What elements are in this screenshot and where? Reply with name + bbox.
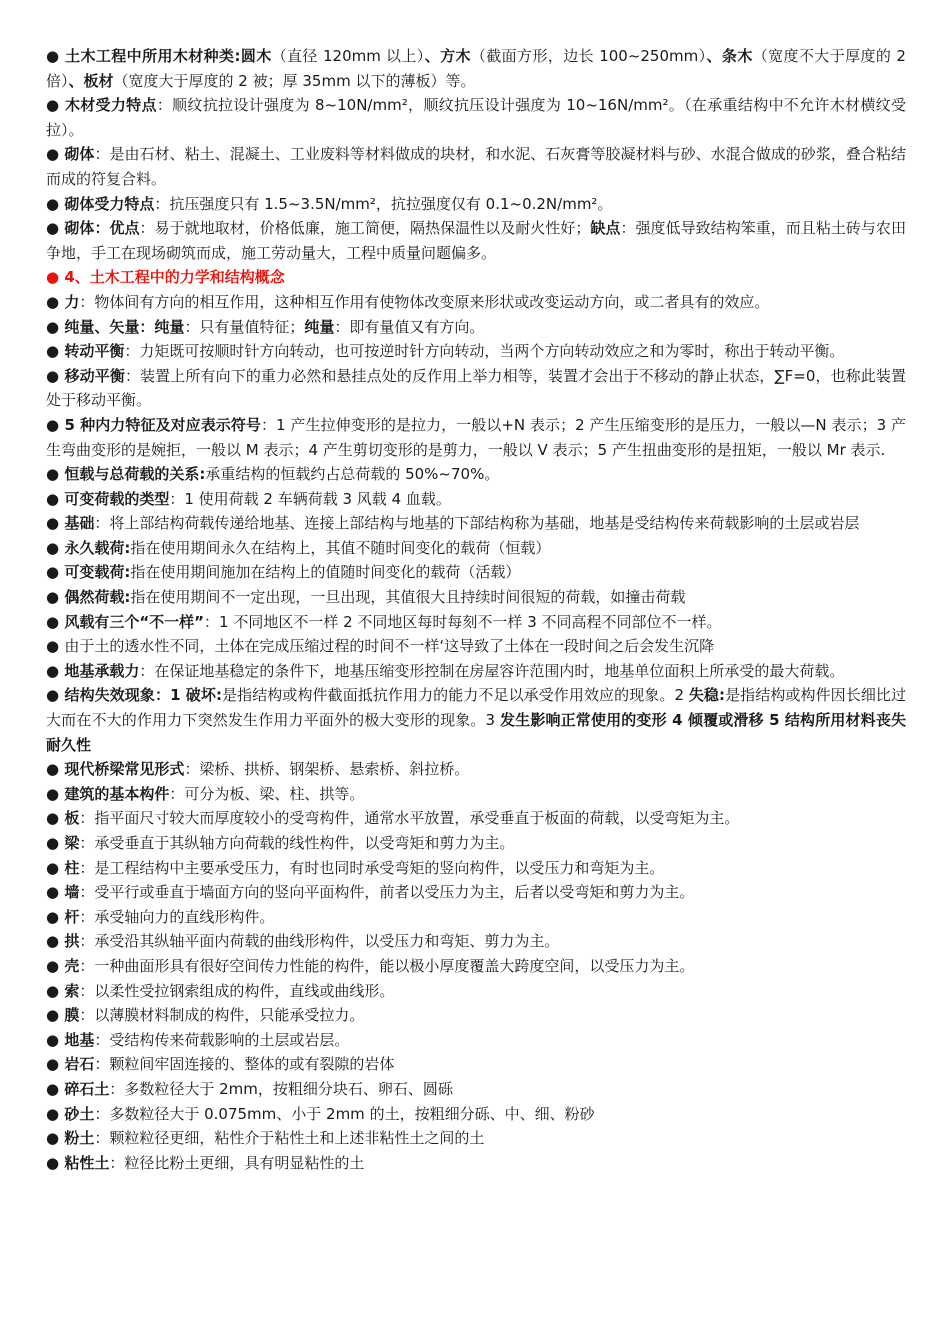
paragraph-text: ：强度低导致结构笨重，而且粘土砖与农田争地，手工在现场砌筑而成，施工劳动量大，工程中质量问题偏多。 bbox=[46, 219, 906, 262]
bullet-dot-icon: ● bbox=[46, 1006, 65, 1025]
paragraph-text: 指在使用期间施加在结构上的值随时间变化的载荷（活载） bbox=[130, 563, 521, 582]
paragraph-text: ：颗粒间牢固连接的、整体的或有裂隙的岩体 bbox=[94, 1055, 395, 1074]
bullet-dot-icon: ● bbox=[46, 219, 65, 238]
bullet-paragraph bbox=[46, 1052, 906, 1077]
paragraph-text: ：指平面尺寸较大而厚度较小的受弯构件，通常水平放置，承受垂直于板面的荷载，以受弯矩为主。 bbox=[79, 809, 740, 828]
bold-term: 移动平衡 bbox=[64, 366, 125, 385]
paragraph-text: ：粒径比粉土更细，具有明显粘性的土 bbox=[109, 1153, 365, 1172]
paragraph-text: 承重结构的恒载约占总荷载的 50%~70%。 bbox=[205, 465, 500, 484]
bullet-paragraph bbox=[46, 831, 906, 856]
bold-term: 可变荷载的类型 bbox=[64, 489, 170, 508]
bold-term: 地基 bbox=[64, 1030, 95, 1049]
bullet-paragraph bbox=[46, 142, 906, 191]
bold-term: 恒载与总荷载的关系: bbox=[64, 465, 206, 484]
bold-term: 建筑的基本构件 bbox=[64, 784, 170, 803]
paragraph-text: ：可分为板、梁、柱、拱等。 bbox=[169, 784, 365, 803]
bold-term: 、方木 bbox=[424, 47, 471, 65]
bold-term: 梁 bbox=[64, 834, 80, 852]
paragraph-text: 指在使用期间永久在结构上，其值不随时间变化的载荷（恒载） bbox=[130, 538, 551, 557]
bullet-dot-icon: ● bbox=[46, 760, 65, 779]
bullet-paragraph bbox=[46, 585, 906, 610]
bold-term: 粉土 bbox=[64, 1129, 95, 1148]
bullet-dot-icon: ● bbox=[46, 514, 65, 533]
paragraph-text: ：是工程结构中主要承受压力，有时也同时承受弯矩的竖向构件，以受压力和弯矩为主。 bbox=[79, 858, 665, 877]
bullet-dot-icon: ● bbox=[46, 834, 65, 852]
bullet-dot-icon: ● bbox=[46, 661, 65, 680]
bullet-dot-icon: ● bbox=[46, 784, 65, 803]
paragraph-text: ：梁桥、拱桥、钢架桥、悬索桥、斜拉桥。 bbox=[184, 760, 470, 779]
bullet-dot-icon: ● bbox=[46, 686, 65, 705]
bullet-paragraph bbox=[46, 413, 906, 462]
bold-term: 砌体 bbox=[64, 219, 95, 238]
bold-term: 纯量 bbox=[154, 317, 185, 336]
bullet-paragraph bbox=[46, 1151, 906, 1176]
bullet-paragraph bbox=[46, 93, 906, 142]
bold-term: 杆 bbox=[64, 907, 80, 926]
bullet-dot-icon: ● bbox=[46, 883, 65, 902]
bullet-dot-icon: ● bbox=[46, 465, 65, 484]
bold-term: 膜 bbox=[64, 1006, 80, 1025]
bold-term: 墙 bbox=[64, 883, 80, 902]
bullet-paragraph bbox=[46, 634, 906, 659]
paragraph-text: ：力矩既可按顺时针方向转动，也可按逆时针方向转动，当两个方向转动效应之和为零时，称出于转动平衡。 bbox=[124, 342, 845, 361]
paragraph-text: ：承受沿其纵轴平面内荷载的曲线形构件，以受压力和弯矩、剪力为主。 bbox=[79, 932, 560, 951]
bullet-dot-icon: ● bbox=[46, 268, 65, 287]
paragraph-text: ：物体间有方向的相互作用，这种相互作用有使物体改变原来形状或改变运动方向，或二者具有的效应。 bbox=[79, 292, 770, 311]
bullet-dot-icon: ● bbox=[46, 809, 65, 828]
bullet-paragraph bbox=[46, 487, 906, 512]
bullet-dot-icon: ● bbox=[46, 932, 65, 951]
bold-term: 土木工程中所用木材种类: bbox=[65, 47, 241, 65]
paragraph-text: ：1 产生拉伸变形的是拉力，一般以+N 表示；2 产生压缩变形的是压力，一般以—N 表示；3 产生弯曲变形的是婉拒，一般以 M 表示；4 产生剪切变形的是剪力，一般以 V 表示；5 产生扭曲变形的是扭矩，一般以 Mr 表示. bbox=[46, 415, 907, 459]
bullet-paragraph bbox=[46, 315, 906, 340]
bullet-dot-icon: ● bbox=[46, 956, 65, 975]
paragraph-text: ：受平行或垂直于墙面方向的竖向平面构件，前者以受压力为主，后者以受弯矩和剪力为主。 bbox=[79, 883, 695, 902]
bold-term: ： bbox=[139, 317, 155, 336]
bullet-paragraph bbox=[46, 192, 906, 217]
bold-term: 索 bbox=[64, 981, 80, 1000]
bold-term: 、条木 bbox=[706, 47, 753, 65]
bullet-paragraph bbox=[46, 757, 906, 782]
paragraph-text: ：一种曲面形具有很好空间传力性能的构件，能以极小厚度覆盖大跨度空间，以受压力为主。 bbox=[79, 956, 695, 975]
bold-term: 4、土木工程中的力学和结构概念 bbox=[64, 268, 285, 287]
bold-term: 基础 bbox=[64, 514, 95, 533]
bullet-dot-icon: ● bbox=[46, 563, 65, 582]
bullet-paragraph bbox=[46, 905, 906, 930]
bold-term: ： bbox=[94, 219, 110, 238]
bold-term: 碎石土 bbox=[64, 1079, 110, 1098]
bold-term: 纯量 bbox=[304, 317, 335, 336]
bold-term: 转动平衡 bbox=[64, 342, 125, 361]
bold-term: 5 种内力特征及对应表示符号 bbox=[64, 415, 261, 434]
bold-term: 柱 bbox=[64, 858, 80, 877]
paragraph-text: （宽度不大于厚度的 2 倍） bbox=[46, 47, 906, 90]
bullet-dot-icon: ● bbox=[46, 637, 65, 656]
bullet-paragraph bbox=[46, 339, 906, 364]
bullet-dot-icon: ● bbox=[46, 538, 65, 557]
bold-term: 纯量、矢量 bbox=[64, 317, 140, 336]
bullet-dot-icon: ● bbox=[46, 194, 65, 213]
bullet-paragraph bbox=[46, 511, 906, 536]
bullet-dot-icon: ● bbox=[46, 366, 65, 385]
paragraph-text: ：在保证地基稳定的条件下，地基压缩变形控制在房屋容许范围内时，地基单位面积上所承受的最大荷载。 bbox=[139, 661, 845, 680]
bold-term: 风载有三个“不一样” bbox=[64, 612, 205, 631]
bullet-dot-icon: ● bbox=[46, 1055, 65, 1074]
paragraph-text: ：以柔性受拉钢索组成的构件，直线或曲线形。 bbox=[79, 981, 395, 1000]
bullet-paragraph bbox=[46, 290, 906, 315]
bold-term: 现代桥梁常见形式 bbox=[64, 760, 185, 779]
paragraph-text: ：易于就地取材，价格低廉，施工简便，隔热保温性以及耐火性好； bbox=[139, 219, 591, 238]
bullet-paragraph bbox=[46, 880, 906, 905]
bold-term: 岩石 bbox=[64, 1055, 95, 1074]
bold-term: 砂土 bbox=[64, 1104, 95, 1123]
bold-term: 永久载荷: bbox=[64, 538, 131, 557]
paragraph-text: ：颗粒粒径更细，粘性介于粘性土和上述非粘性土之间的土 bbox=[94, 1129, 485, 1148]
bullet-dot-icon: ● bbox=[46, 415, 65, 434]
bullet-dot-icon: ● bbox=[46, 489, 65, 508]
bullet-paragraph bbox=[46, 929, 906, 954]
paragraph-text: ：多数粒径大于 2mm，按粗细分块石、卵石、圆砾 bbox=[109, 1079, 453, 1098]
paragraph-text: ：承受垂直于其纵轴方向荷载的线性构件，以受弯矩和剪力为主。 bbox=[79, 834, 515, 852]
bold-term: 圆木 bbox=[240, 47, 272, 65]
paragraph-text: ：只有量值特征； bbox=[184, 317, 305, 336]
paragraph-text: 指在使用期间不一定出现，一旦出现，其值很大且持续时间很短的荷载，如撞击荷载 bbox=[130, 588, 686, 607]
paragraph-text: ：受结构传来荷载影响的土层或岩层。 bbox=[94, 1030, 350, 1049]
paragraph-text: ：抗压强度只有 1.5~3.5N/mm²，抗拉强度仅有 0.1~0.2N/mm²。 bbox=[154, 194, 613, 213]
bullet-paragraph bbox=[46, 1028, 906, 1053]
bullet-dot-icon: ● bbox=[46, 907, 65, 926]
bold-term: 可变载荷: bbox=[64, 563, 131, 582]
bold-term: 优点 bbox=[109, 219, 140, 238]
bold-term: 地基承载力 bbox=[64, 661, 140, 680]
paragraph-text: 是指结构或构件因长细比过大而在不大的作用力下突然发生作用力平面外的极大变形的现象。3 bbox=[46, 686, 906, 730]
bullet-paragraph bbox=[46, 1003, 906, 1028]
bullet-dot-icon: ● bbox=[46, 1129, 65, 1148]
paragraph-text: （宽度大于厚度的 2 被；厚 35mm 以下的薄板）等。 bbox=[113, 71, 476, 90]
paragraph-text: （直径 120mm 以上） bbox=[271, 47, 425, 65]
bullet-paragraph bbox=[46, 856, 906, 881]
bullet-paragraph bbox=[46, 683, 906, 757]
bullet-dot-icon: ● bbox=[46, 858, 65, 877]
paragraph-text: ：是由石材、粘土、混凝土、工业废料等材料做成的块材，和水泥、石灰膏等胶凝材料与砂、水混合做成的砂浆，叠合粘结而成的符复合料。 bbox=[46, 145, 906, 188]
bold-term: 拱 bbox=[64, 932, 80, 951]
bullet-paragraph bbox=[46, 364, 906, 413]
bold-term: 结构失效现象 bbox=[64, 686, 155, 705]
bold-term: 壳 bbox=[64, 956, 80, 975]
bullet-paragraph bbox=[46, 44, 906, 93]
bold-term: ： bbox=[154, 686, 171, 705]
bold-term: 偶然荷载: bbox=[64, 588, 131, 607]
section-heading bbox=[46, 265, 906, 290]
bullet-dot-icon: ● bbox=[46, 588, 65, 607]
paragraph-text: ：装置上所有向下的重力必然和悬挂点处的反作用上举力相等，装置才会出于不移动的静止状态，∑F=0，也称此装置处于移动平衡。 bbox=[46, 366, 906, 410]
bold-term: 失稳: bbox=[688, 686, 726, 705]
bold-term: 砌体受力特点 bbox=[64, 194, 155, 213]
bullet-dot-icon: ● bbox=[46, 1153, 65, 1172]
bullet-paragraph bbox=[46, 560, 906, 585]
bullet-paragraph bbox=[46, 659, 906, 684]
bullet-dot-icon: ● bbox=[46, 292, 65, 311]
bold-term: 缺点 bbox=[590, 219, 621, 238]
bullet-dot-icon: ● bbox=[46, 96, 65, 115]
paragraph-text: ：1 使用荷载 2 车辆荷载 3 风载 4 血载。 bbox=[169, 489, 451, 508]
bullet-paragraph bbox=[46, 954, 906, 979]
bullet-paragraph bbox=[46, 1126, 906, 1151]
paragraph-text: ：以薄膜材料制成的构件，只能承受拉力。 bbox=[79, 1006, 365, 1025]
bold-term: 、板材 bbox=[68, 71, 114, 90]
bullet-dot-icon: ● bbox=[46, 981, 65, 1000]
paragraph-text: ：多数粒径大于 0.075mm、小于 2mm 的土，按粗细分砾、中、细、粉砂 bbox=[94, 1104, 595, 1123]
bullet-paragraph bbox=[46, 979, 906, 1004]
bullet-paragraph bbox=[46, 216, 906, 265]
paragraph-text: ：承受轴向力的直线形构件。 bbox=[79, 907, 275, 926]
bullet-dot-icon: ● bbox=[46, 317, 65, 336]
bullet-dot-icon: ● bbox=[46, 1030, 65, 1049]
paragraph-text: ：顺纹抗拉设计强度为 8~10N/mm²，顺纹抗压设计强度为 10~16N/mm²。（在承重结构中不允许木材横纹受拉）。 bbox=[46, 96, 906, 139]
paragraph-text: 是指结构或构件截面抵抗作用力的能力不足以承受作用效应的现象。2 bbox=[221, 686, 689, 705]
bold-term: 板 bbox=[64, 809, 80, 828]
bullet-paragraph bbox=[46, 782, 906, 807]
bullet-dot-icon: ● bbox=[46, 612, 65, 631]
bullet-dot-icon: ● bbox=[46, 342, 65, 361]
bullet-paragraph bbox=[46, 1077, 906, 1102]
bullet-dot-icon: ● bbox=[46, 1104, 65, 1123]
bold-term: 粘性土 bbox=[64, 1153, 110, 1172]
bullet-paragraph bbox=[46, 610, 906, 635]
bullet-dot-icon: ● bbox=[46, 1079, 65, 1098]
bold-term: 力 bbox=[64, 292, 80, 311]
bullet-paragraph bbox=[46, 462, 906, 487]
paragraph-text: （截面方形，边长 100~250mm） bbox=[470, 47, 707, 65]
bold-term: 发生影响正常使用的变形 4 倾覆或滑移 5 结构所用材料丧失耐久性 bbox=[46, 711, 906, 754]
paragraph-text: ：将上部结构荷载传递给地基、连接上部结构与地基的下部结构称为基础，地基是受结构传来荷载影响的土层或岩层 bbox=[94, 514, 860, 533]
paragraph-text: ：1 不同地区不一样 2 不同地区每时每刻不一样 3 不同高程不同部位不一样。 bbox=[204, 612, 722, 631]
bullet-dot-icon: ● bbox=[46, 145, 65, 164]
bold-term: 砌体 bbox=[64, 145, 95, 164]
bullet-paragraph bbox=[46, 536, 906, 561]
bullet-dot-icon: ● bbox=[46, 47, 66, 65]
paragraph-text: ：即有量值又有方向。 bbox=[334, 317, 485, 336]
bold-term: 1 破坏: bbox=[170, 686, 222, 705]
bullet-paragraph bbox=[46, 1102, 906, 1127]
paragraph-text: 由于土的透水性不同，土体在完成压缩过程的时间不一样‘这导致了土体在一段时间之后会发生沉降 bbox=[64, 637, 715, 656]
bullet-paragraph bbox=[46, 806, 906, 831]
bold-term: 木材受力特点 bbox=[64, 96, 157, 115]
